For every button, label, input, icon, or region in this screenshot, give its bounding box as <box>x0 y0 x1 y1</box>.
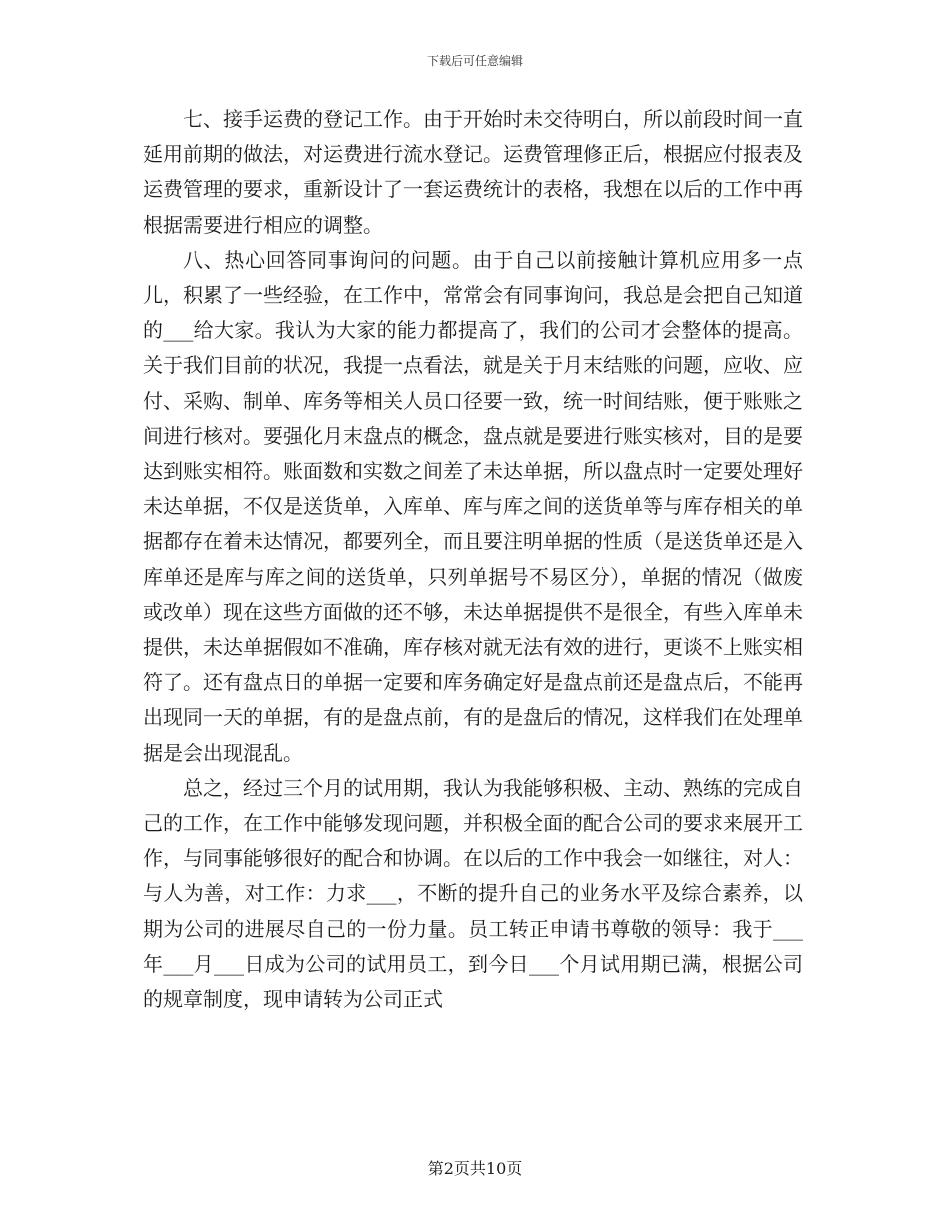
document-body <box>143 102 803 1017</box>
paragraph-item-8: 八、热心回答同事询问的问题。由于自己以前接触计算机应用多一点儿，积累了一些经验，在工作中，常常会有同事询问，我总是会把自己知道的___给大家。我认为大家的能力都提高了，我们的公司才会整体的提高。关于我们目前的状况，我提一点看法，就是关于月末结账的问题，应收、应付、采购、制单、库务等相关人员口径要一致，统一时间结账，便于账账之间进行核对。要强化月末盘点的概念，盘点就是要进行账实核对，目的是要达到账实相符。账面数和实数之间差了未达单据，所以盘点时一定要处理好未达单据，不仅是送货单，入库单、库与库之间的送货单等与库存相关的单据都存在着未达情况，都要列全，而且要注明单据的性质（是送货单还是入库单还是库与库之间的送货单，只列单据号不易区分），单据的情况（做废或改单）现在这些方面做的还不够，未达单据提供不是很全，有些入库单未提供，未达单据假如不准确，库存核对就无法有效的进行，更谈不上账实相符了。还有盘点日的单据一定要和库务确定好是盘点前还是盘点后，不能再出现同一天的单据，有的是盘点前，有的是盘后的情况，这样我们在处理单据是会出现混乱。 <box>143 247 803 765</box>
page-header: 下载后可任意编辑 <box>426 54 523 68</box>
paragraph-item-7: 七、接手运费的登记工作。由于开始时未交待明白，所以前段时间一直延用前期的做法，对运费进行流水登记。运费管理修正后，根据应付报表及运费管理的要求，重新设计了一套运费统计的表格，我想在以后的工作中再根据需要进行相应的调整。 <box>143 107 803 237</box>
page-number-footer: 第2页共10页 <box>427 1159 523 1178</box>
paragraph-summary: 总之，经过三个月的试用期，我认为我能够积极、主动、熟练的完成自己的工作，在工作中能够发现问题，并积极全面的配合公司的要求来展开工作，与同事能够很好的配合和协调。在以后的工作中我会一如继往，对人：与人为善，对工作：力求___，不断的提升自己的业务水平及综合素养，以期为公司的进展尽自己的一份力量。员工转正申请书尊敬的领导：我于___年___月___日成为公司的试用员工，到今日___个月试用期已满，根据公司的规章制度，现申请转为公司正式 <box>143 775 803 1012</box>
